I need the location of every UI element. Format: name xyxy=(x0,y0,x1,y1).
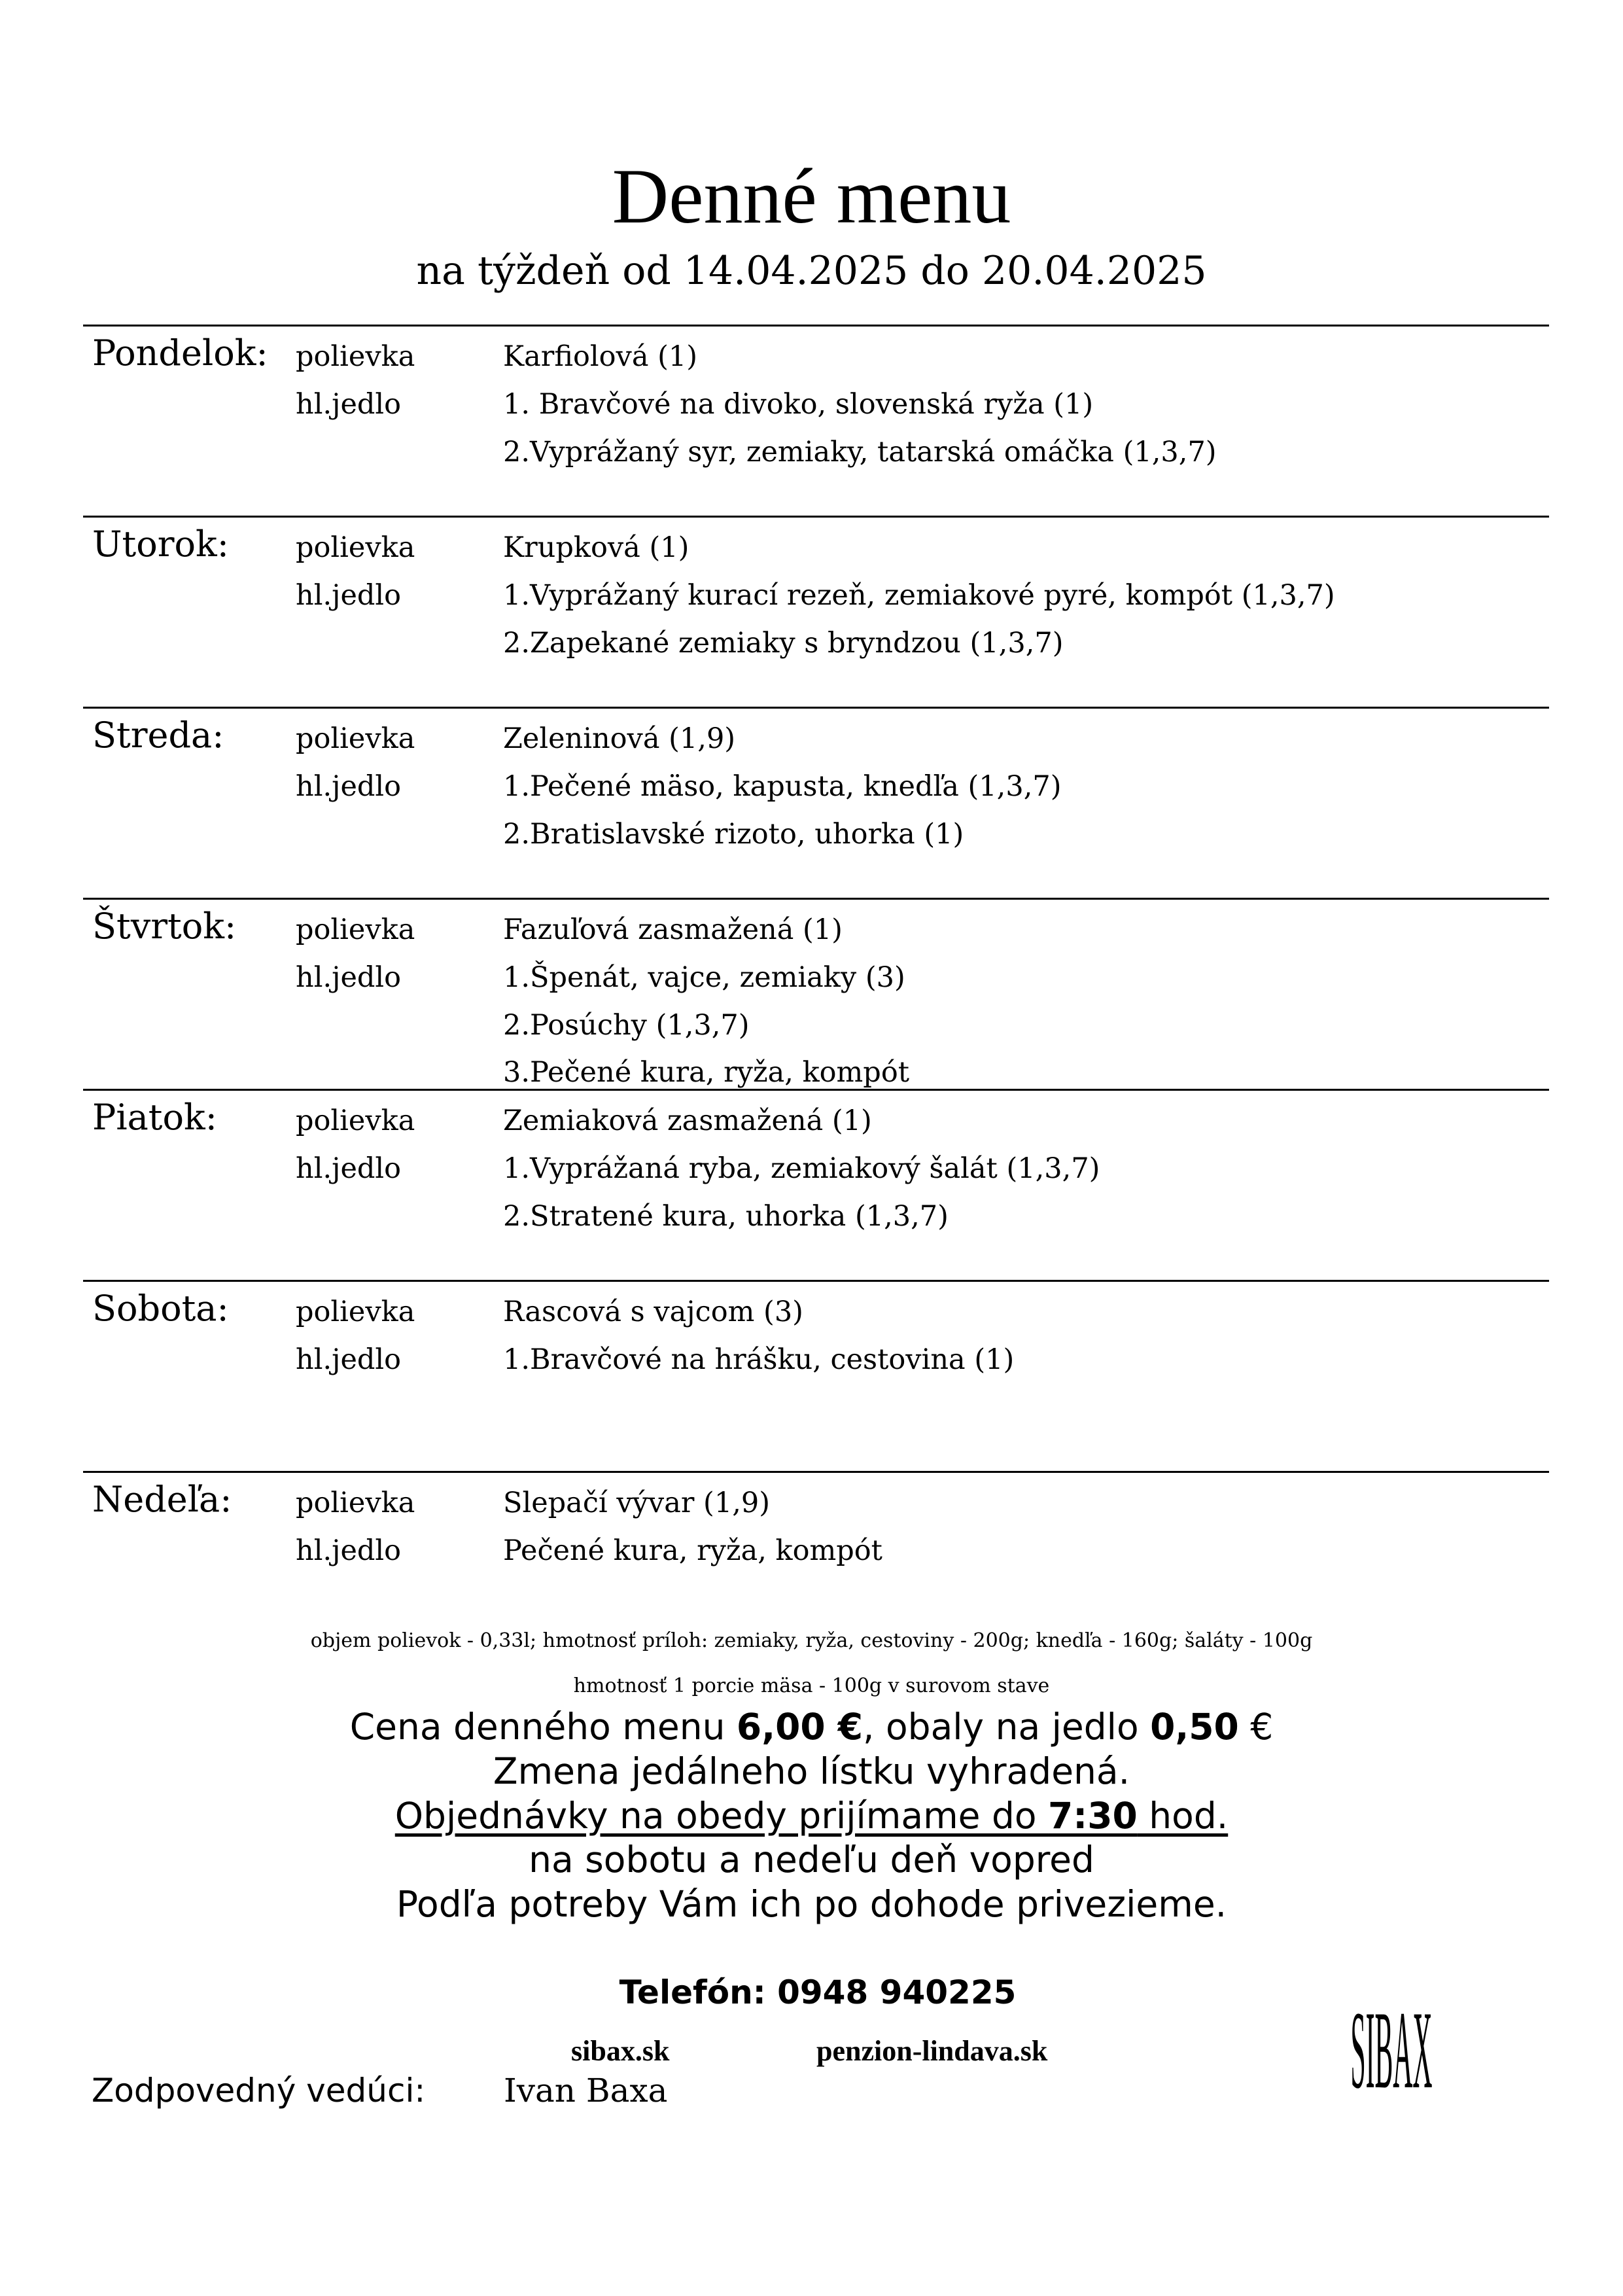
day-name: Piatok: xyxy=(92,1097,217,1138)
main-dish: 1.Bravčové na hrášku, cestovina (1) xyxy=(503,1343,1015,1376)
responsible-label: Zodpovedný vedúci: xyxy=(92,2072,426,2110)
orders-line xyxy=(0,1793,1623,1838)
day-sunday xyxy=(83,1471,1549,1604)
main-label: hl.jedlo xyxy=(296,961,402,994)
responsible-name: Ivan Baxa xyxy=(504,2072,668,2110)
day-name: Sobota: xyxy=(92,1288,229,1329)
main-dish: 2.Bratislavské rizoto, uhorka (1) xyxy=(503,818,964,851)
main-dish: 1.Vyprážaná ryba, zemiakový šalát (1,3,7) xyxy=(503,1152,1100,1185)
main-dish: 1.Vyprážaný kurací rezeň, zemiakové pyré, kompót (1,3,7) xyxy=(503,579,1335,612)
price-middle: , obaly na jedlo xyxy=(863,1706,1151,1748)
day-name: Nedeľa: xyxy=(92,1479,232,1520)
day-name: Štvrtok: xyxy=(92,906,237,947)
page-subtitle: na týždeň od 14.04.2025 do 20.04.2025 xyxy=(416,248,1207,294)
menu-price: 6,00 € xyxy=(736,1706,864,1748)
main-dish: 3.Pečené kura, ryža, kompót xyxy=(503,1056,909,1089)
delivery-note: Podľa potreby Vám ich po dohode privezieme. xyxy=(396,1883,1227,1925)
soup-dish: Krupková (1) xyxy=(503,531,689,564)
main-dish: 1. Bravčové na divoko, slovenská ryža (1) xyxy=(503,388,1094,421)
main-label: hl.jedlo xyxy=(296,1343,402,1376)
day-name: Utorok: xyxy=(92,523,229,565)
website-sibax[interactable]: sibax.sk xyxy=(571,2035,670,2067)
soup-label: polievka xyxy=(296,1296,415,1328)
soup-dish: Zeleninová (1,9) xyxy=(503,722,736,755)
orders-time: 7:30 xyxy=(1048,1795,1138,1837)
day-wednesday xyxy=(83,707,1549,900)
weekend-note: na sobotu a nedeľu deň vopred xyxy=(529,1839,1094,1881)
soup-dish: Zemiaková zasmažená (1) xyxy=(503,1104,872,1137)
day-friday xyxy=(83,1089,1549,1282)
day-saturday xyxy=(83,1280,1549,1473)
day-name: Pondelok: xyxy=(92,332,268,374)
main-dish: Pečené kura, ryža, kompót xyxy=(503,1534,882,1567)
day-tuesday xyxy=(83,516,1549,709)
portion-note: objem polievok - 0,33l; hmotnosť príloh: zemiaky, ryža, cestoviny - 200g; knedľa - 160g; šaláty - 100g xyxy=(310,1629,1313,1652)
main-label: hl.jedlo xyxy=(296,579,402,612)
price-suffix: € xyxy=(1238,1706,1274,1748)
main-dish: 2.Vyprážaný syr, zemiaky, tatarská omáčka (1,3,7) xyxy=(503,436,1217,468)
main-dish: 2.Posúchy (1,3,7) xyxy=(503,1009,750,1042)
soup-label: polievka xyxy=(296,340,415,373)
day-thursday xyxy=(83,898,1549,1091)
main-label: hl.jedlo xyxy=(296,1534,402,1567)
soup-dish: Slepačí vývar (1,9) xyxy=(503,1487,770,1519)
main-label: hl.jedlo xyxy=(296,770,402,803)
page-title: Denné menu xyxy=(612,152,1011,239)
svg-text:SIBAX: SIBAX xyxy=(1350,1989,1433,2100)
day-monday xyxy=(83,325,1549,518)
main-label: hl.jedlo xyxy=(296,1152,402,1185)
packaging-price: 0,50 xyxy=(1150,1706,1239,1748)
day-name: Streda: xyxy=(92,715,224,756)
main-dish: 1.Špenát, vajce, zemiaky (3) xyxy=(503,961,905,994)
soup-label: polievka xyxy=(296,1104,415,1137)
website-penzion[interactable]: penzion-lindava.sk xyxy=(816,2035,1048,2067)
price-prefix: Cena denného menu xyxy=(349,1706,737,1748)
soup-dish: Rascová s vajcom (3) xyxy=(503,1296,803,1328)
sibax-logo xyxy=(1344,1989,1439,2100)
phone-number: Telefón: 0948 940225 xyxy=(619,1973,1017,2011)
main-dish: 2.Zapekané zemiaky s bryndzou (1,3,7) xyxy=(503,627,1064,660)
orders-prefix: Objednávky na obedy prijímame do xyxy=(394,1795,1049,1837)
soup-label: polievka xyxy=(296,722,415,755)
soup-dish: Fazuľová zasmažená (1) xyxy=(503,913,843,946)
orders-suffix: hod. xyxy=(1137,1795,1229,1837)
soup-dish: Karfiolová (1) xyxy=(503,340,698,373)
price-line xyxy=(0,1704,1623,1749)
meat-note: hmotnosť 1 porcie mäsa - 100g v surovom stave xyxy=(573,1674,1050,1697)
main-dish: 1.Pečené mäso, kapusta, knedľa (1,3,7) xyxy=(503,770,1062,803)
soup-label: polievka xyxy=(296,1487,415,1519)
soup-label: polievka xyxy=(296,913,415,946)
soup-label: polievka xyxy=(296,531,415,564)
menu-change-note: Zmena jedálneho lístku vyhradená. xyxy=(493,1750,1130,1792)
main-label: hl.jedlo xyxy=(296,388,402,421)
main-dish: 2.Stratené kura, uhorka (1,3,7) xyxy=(503,1200,949,1233)
